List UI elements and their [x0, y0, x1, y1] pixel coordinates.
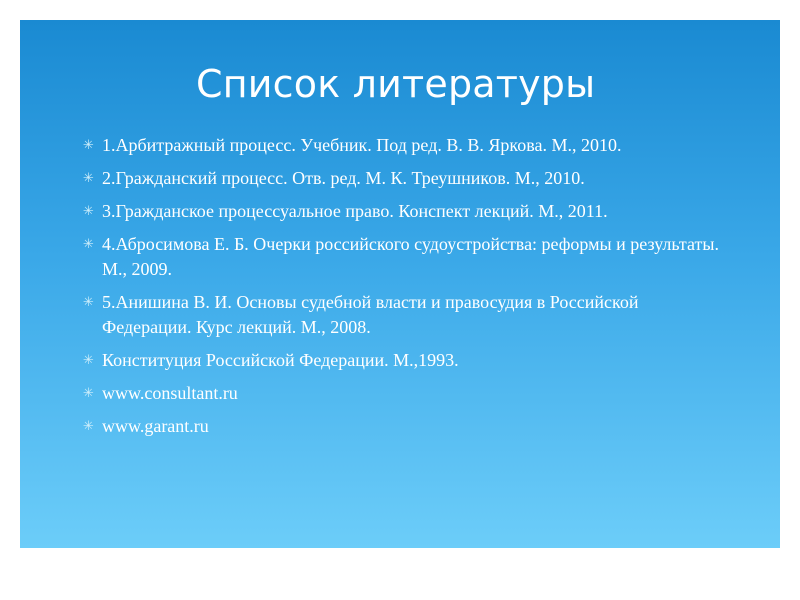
asterisk-bullet-icon: ✳ [83, 138, 94, 153]
list-item-text: 1.Арбитражный процесс. Учебник. Под ред. В. В. Яркова. М., 2010. [102, 135, 622, 155]
list-item-text: www.consultant.ru [102, 383, 238, 403]
list-item-text: 4.Абросимова Е. Б. Очерки российского судоустройства: реформы и результаты. М., 2009. [102, 234, 720, 279]
list-item-text: www.garant.ru [102, 416, 209, 436]
asterisk-bullet-icon: ✳ [83, 419, 94, 434]
slide-title: Список литературы [196, 62, 596, 106]
asterisk-bullet-icon: ✳ [83, 353, 94, 368]
list-item [82, 166, 732, 191]
slide [20, 20, 780, 548]
list-item [82, 232, 732, 282]
list-item-text: 2.Гражданский процесс. Отв. ред. М. К. Треушников. М., 2010. [102, 168, 585, 188]
bibliography-list [82, 133, 732, 447]
list-item [82, 199, 732, 224]
list-item [82, 414, 732, 439]
asterisk-bullet-icon: ✳ [83, 171, 94, 186]
list-item [82, 348, 732, 373]
list-item-text: 5.Анишина В. И. Основы судебной власти и правосудия в Российской Федерации. Курс лекций. М., 2008. [102, 292, 639, 337]
list-item-text: Конституция Российской Федерации. М.,1993. [102, 350, 459, 370]
list-item [82, 133, 732, 158]
list-item-text: 3.Гражданское процессуальное право. Конспект лекций. М., 2011. [102, 201, 608, 221]
asterisk-bullet-icon: ✳ [83, 295, 94, 310]
asterisk-bullet-icon: ✳ [83, 204, 94, 219]
asterisk-bullet-icon: ✳ [83, 386, 94, 401]
asterisk-bullet-icon: ✳ [83, 237, 94, 252]
list-item [82, 381, 732, 406]
list-item [82, 290, 732, 340]
